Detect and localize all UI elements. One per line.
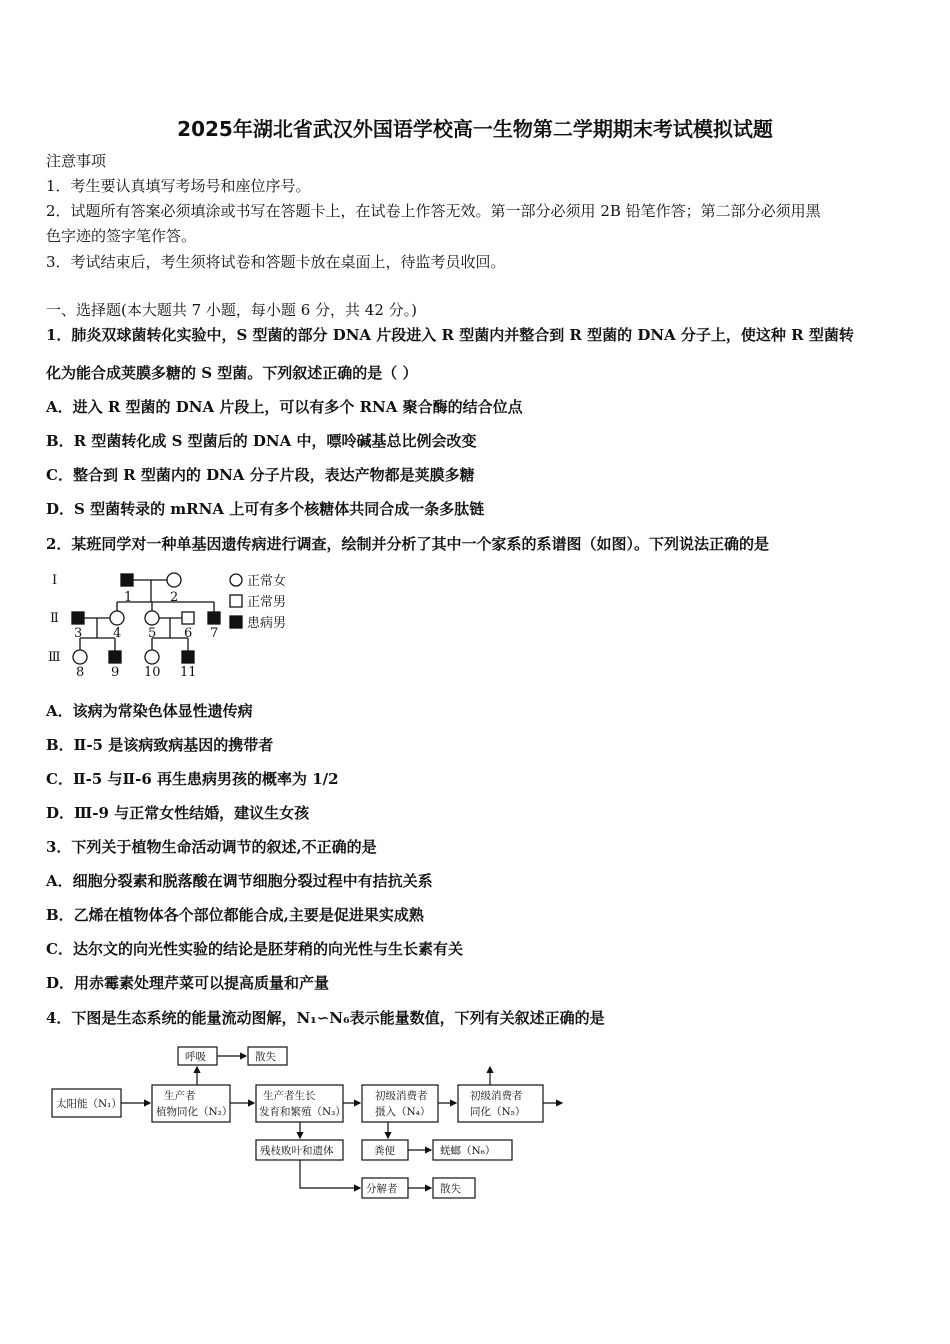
q2-stem: 2．某班同学对一种单基因遗传病进行调查，绘制并分析了其中一个家系的系谱图（如图）。下列说法正确的是	[46, 535, 769, 553]
num-label: 9	[111, 665, 120, 680]
notice-item: 色字迹的签字笔作答。	[46, 227, 197, 245]
num-label: 11	[180, 665, 197, 680]
q1-option-d: D．S 型菌转录的 mRNA 上可有多个核糖体共同合成一条多肽链	[46, 500, 485, 518]
box-loss: 散失	[440, 1183, 461, 1195]
q1-stem: 1．肺炎双球菌转化实验中，S 型菌的部分 DNA 片段进入 R 型菌内并整合到 R 型菌的 DNA 分子上，使这种 R 型菌转	[46, 326, 854, 344]
gen-label: Ⅱ	[50, 611, 59, 626]
gen-label: Ⅲ	[48, 650, 61, 665]
q2-option-d: D．Ⅲ-9 与正常女性结婚，建议生女孩	[46, 804, 310, 822]
num-label: 3	[74, 626, 83, 641]
box-respiration: 呼吸	[185, 1051, 206, 1063]
box-growth: 发育和繁殖（N₃）	[259, 1106, 346, 1118]
notice-item: 3．考试结束后，考生须将试卷和答题卡放在桌面上，待监考员收回。	[46, 253, 506, 271]
box-assimilation: 初级消费者	[470, 1090, 523, 1102]
q3-option-d: D．用赤霉素处理芹菜可以提高质量和产量	[46, 974, 330, 992]
q3-stem: 3．下列关于植物生命活动调节的叙述,不正确的是	[46, 838, 377, 856]
q1-option-b: B．R 型菌转化成 S 型菌后的 DNA 中，嘌呤碱基总比例会改变	[46, 432, 477, 450]
q3-option-c: C．达尔文的向光性实验的结论是胚芽稍的向光性与生长素有关	[46, 940, 463, 958]
page-title: 2025年湖北省武汉外国语学校高一生物第二学期期末考试模拟试题	[177, 117, 773, 141]
box-sun: 太阳能（N₁）	[56, 1098, 122, 1110]
q3-option-a: A．细胞分裂素和脱落酸在调节细胞分裂过程中有拮抗关系	[46, 872, 433, 890]
num-label: 6	[184, 626, 193, 641]
num-label: 2	[170, 590, 179, 605]
box-intake: 摄入（N₄）	[375, 1106, 431, 1118]
connector-line	[300, 1160, 360, 1188]
box-growth: 生产者生长	[263, 1090, 316, 1102]
notice-item: 2．试题所有答案必须填涂或书写在答题卡上，在试卷上作答无效。第一部分必须用 2B 铅笔作答；第二部分必须用黑	[46, 202, 821, 220]
q2-option-c: C．Ⅱ-5 与Ⅱ-6 再生患病男孩的概率为 1/2	[46, 770, 339, 788]
legend-label: 正常女	[247, 574, 287, 589]
box-loss: 散失	[255, 1051, 276, 1063]
num-label: 10	[144, 665, 161, 680]
q1-option-c: C．整合到 R 型菌内的 DNA 分子片段，表达产物都是荚膜多糖	[46, 466, 475, 484]
q3-option-b: B．乙烯在植物体各个部位都能合成,主要是促进果实成熟	[46, 906, 424, 924]
num-label: 8	[76, 665, 85, 680]
box-dung-beetle: 蜣螂（N₆）	[440, 1145, 496, 1157]
q2-option-a: A．该病为常染色体显性遗传病	[46, 702, 253, 720]
q2-option-b: B．Ⅱ-5 是该病致病基因的携带者	[46, 736, 274, 754]
box-feces: 粪便	[374, 1145, 395, 1157]
box-assimilation: 同化（N₅）	[470, 1106, 526, 1118]
box-decomposer: 分解者	[366, 1183, 398, 1195]
box-intake: 初级消费者	[375, 1090, 428, 1102]
num-label: 1	[124, 590, 133, 605]
q4-stem: 4．下图是生态系统的能量流动图解，N₁∽N₆表示能量数值，下列有关叙述正确的是	[46, 1009, 605, 1027]
legend-label: 患病男	[247, 616, 287, 631]
num-label: 5	[148, 626, 157, 641]
box-producer: 生产者	[164, 1090, 196, 1102]
num-label: 7	[210, 626, 219, 641]
num-label: 4	[113, 626, 122, 641]
notice-heading: 注意事项	[46, 152, 107, 170]
box-producer: 植物同化（N₂）	[156, 1106, 233, 1118]
gen-label: Ⅰ	[52, 573, 58, 588]
q1-option-a: A．进入 R 型菌的 DNA 片段上，可以有多个 RNA 聚合酶的结合位点	[46, 398, 523, 416]
box-litter: 残枝败叶和遗体	[260, 1145, 334, 1157]
legend-label: 正常男	[247, 595, 287, 610]
section-heading: 一、选择题(本大题共 7 小题，每小题 6 分，共 42 分。)	[46, 301, 417, 319]
q1-stem: 化为能合成荚膜多糖的 S 型菌。下列叙述正确的是（ ）	[46, 364, 418, 382]
notice-item: 1．考生要认真填写考场号和座位序号。	[46, 177, 311, 195]
